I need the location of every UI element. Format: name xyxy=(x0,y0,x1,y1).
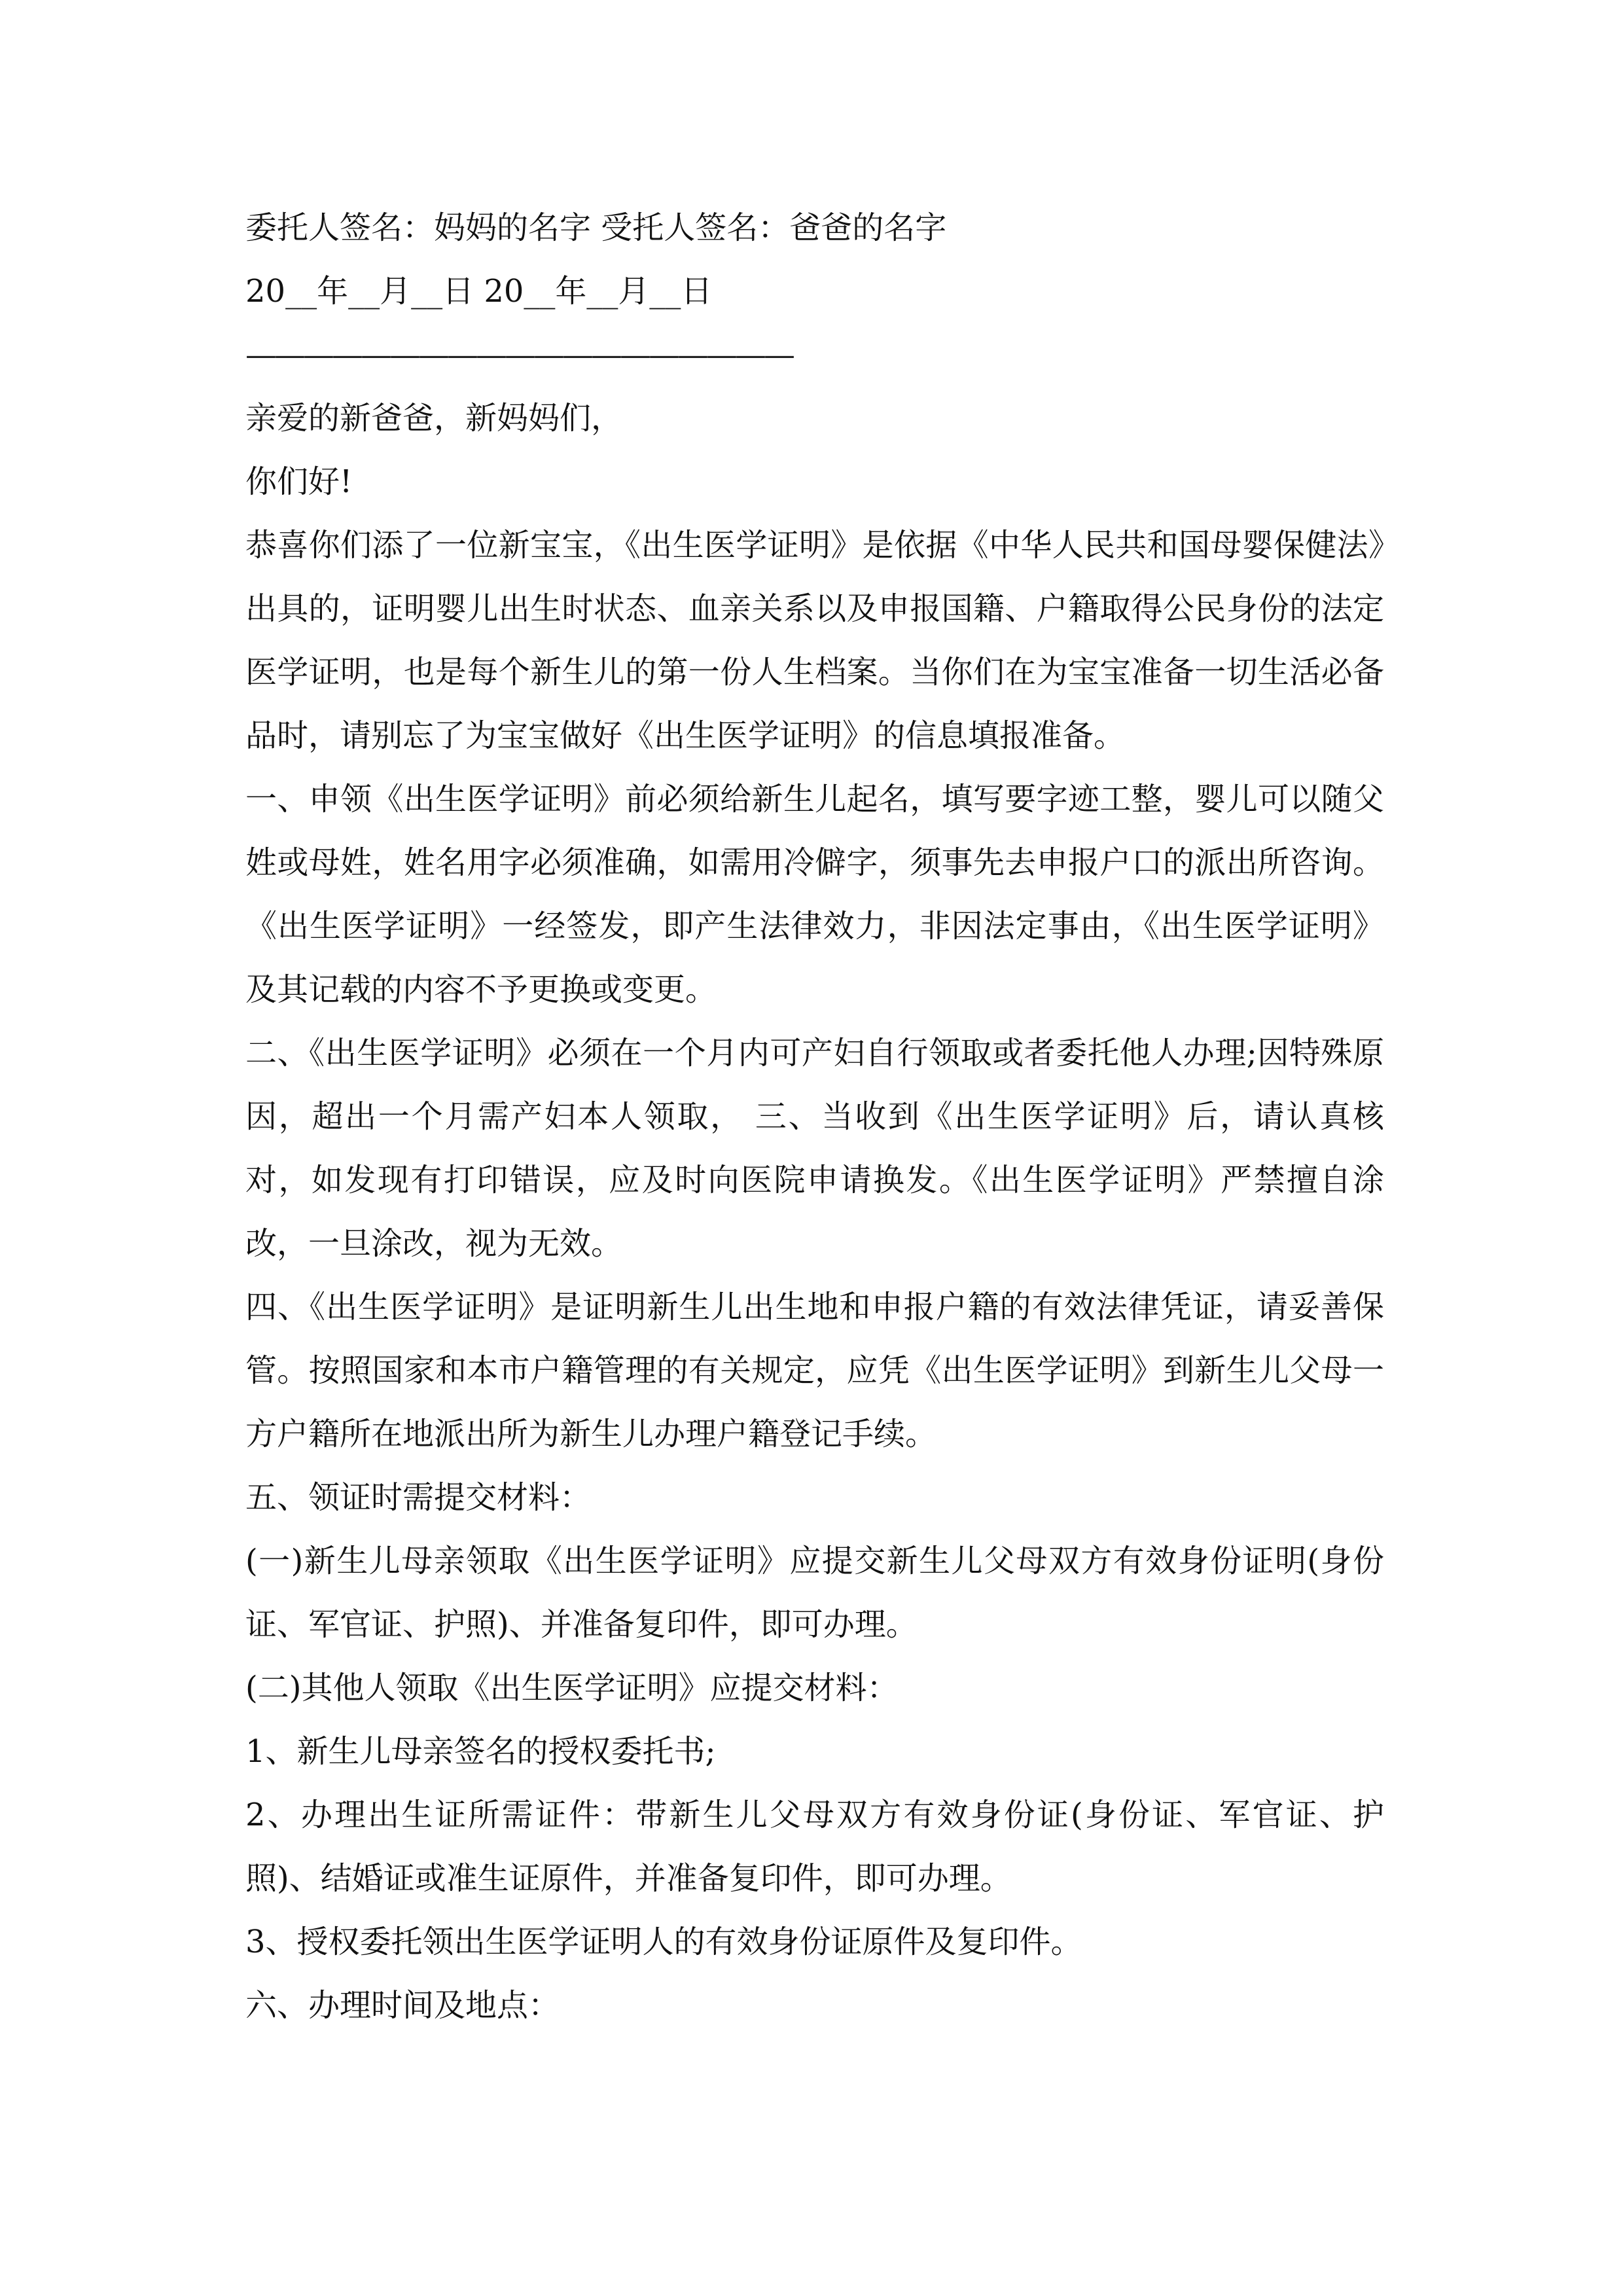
paragraph-sub-1: (一)新生儿母亲领取《出生医学证明》应提交新生儿父母双方有效身份证明(身份证、军官证、护照)、并准备复印件，即可办理。 xyxy=(245,1543,1384,1643)
greeting-line: 亲爱的新爸爸，新妈妈们， xyxy=(245,400,623,437)
list-item-3: 3、授权委托领出生医学证明人的有效身份证原件及复印件。 xyxy=(245,1924,1082,1960)
document-body xyxy=(245,196,1384,2037)
paragraph-sub-2: (二)其他人领取《出生医学证明》应提交材料： xyxy=(245,1670,899,1706)
paragraph-item-6-heading: 六、办理时间及地点： xyxy=(245,1987,560,2024)
list-item-2: 2、办理出生证所需证件：带新生儿父母双方有效身份证(身份证、军官证、护照)、结婚证或准生证原件，并准备复印件，即可办理。 xyxy=(245,1797,1384,1897)
paragraph-item-2-3: 二、《出生医学证明》必须在一个月内可产妇自行领取或者委托他人办理;因特殊原因，超出一个月需产妇本人领取， 三、当收到《出生医学证明》后，请认真核对，如发现有打印错误，应及时向医院申请换发。《出生医学证明》严禁擅自涂改，一旦涂改，视为无效。 xyxy=(245,1035,1384,1262)
divider-line: ——————————————————— xyxy=(245,336,793,373)
list-item-1: 1、新生儿母亲签名的授权委托书; xyxy=(245,1733,716,1770)
paragraph-item-5-heading: 五、领证时需提交材料： xyxy=(245,1479,592,1516)
paragraph-item-1: 一、申领《出生医学证明》前必须给新生儿起名，填写要字迹工整，婴儿可以随父姓或母姓，姓名用字必须准确，如需用冷僻字，须事先去申报户口的派出所咨询。《出生医学证明》一经签发，即产生法律效力，非因法定事由，《出生医学证明》及其记载的内容不予更换或变更。 xyxy=(245,781,1384,1008)
date-line: 20__年__月__日 20__年__月__日 xyxy=(245,273,713,310)
hello-line: 你们好! xyxy=(245,463,353,500)
signature-line: 委托人签名：妈妈的名字 受托人签名：爸爸的名字 xyxy=(245,209,947,246)
paragraph-intro: 恭喜你们添了一位新宝宝，《出生医学证明》是依据《中华人民共和国母婴保健法》出具的，证明婴儿出生时状态、血亲关系以及申报国籍、户籍取得公民身份的法定医学证明，也是每个新生儿的第一份人生档案。当你们在为宝宝准备一切生活必备品时，请别忘了为宝宝做好《出生医学证明》的信息填报准备。 xyxy=(245,527,1384,754)
paragraph-item-4: 四、《出生医学证明》是证明新生儿出生地和申报户籍的有效法律凭证，请妥善保管。按照国家和本市户籍管理的有关规定，应凭《出生医学证明》到新生儿父母一方户籍所在地派出所为新生儿办理户籍登记手续。 xyxy=(245,1289,1384,1452)
